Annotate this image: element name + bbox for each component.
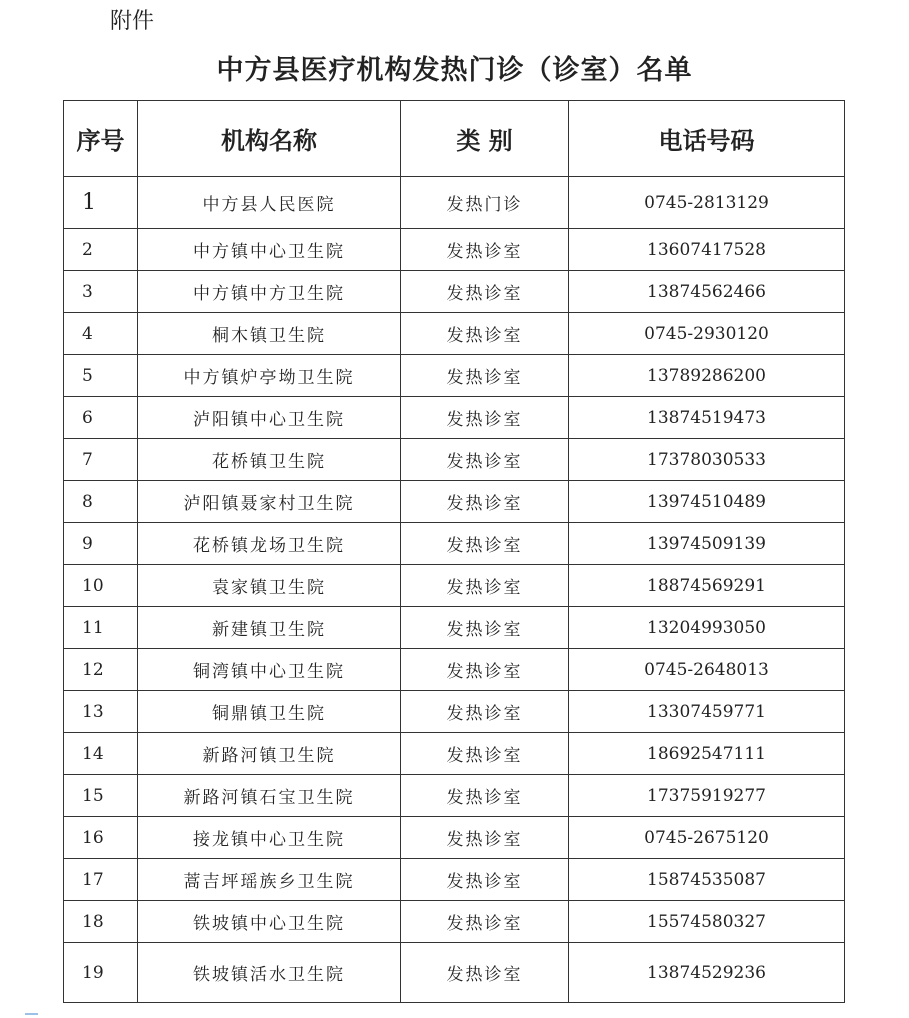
institution-name: 铜湾镇中心卫生院 bbox=[138, 649, 401, 691]
table-row bbox=[64, 607, 845, 649]
table-row bbox=[64, 859, 845, 901]
row-index: 16 bbox=[64, 817, 138, 859]
clinic-type: 发热诊室 bbox=[401, 733, 569, 775]
institution-name: 袁家镇卫生院 bbox=[138, 565, 401, 607]
phone-number: 13974510489 bbox=[569, 481, 845, 523]
institution-name: 花桥镇卫生院 bbox=[138, 439, 401, 481]
clinic-type: 发热诊室 bbox=[401, 775, 569, 817]
phone-number: 13874519473 bbox=[569, 397, 845, 439]
clinic-type: 发热诊室 bbox=[401, 481, 569, 523]
institution-name: 中方镇中方卫生院 bbox=[138, 271, 401, 313]
institution-name: 铜鼎镇卫生院 bbox=[138, 691, 401, 733]
row-index: 2 bbox=[64, 229, 138, 271]
clinic-type: 发热诊室 bbox=[401, 397, 569, 439]
table-row bbox=[64, 733, 845, 775]
phone-number: 17375919277 bbox=[569, 775, 845, 817]
table-row bbox=[64, 775, 845, 817]
institution-name: 新路河镇卫生院 bbox=[138, 733, 401, 775]
phone-number: 0745-2675120 bbox=[569, 817, 845, 859]
clinic-type: 发热诊室 bbox=[401, 943, 569, 1003]
phone-number: 13874529236 bbox=[569, 943, 845, 1003]
phone-number: 15874535087 bbox=[569, 859, 845, 901]
row-index: 5 bbox=[64, 355, 138, 397]
phone-number: 0745-2813129 bbox=[569, 177, 845, 229]
row-index: 12 bbox=[64, 649, 138, 691]
clinic-table bbox=[63, 100, 845, 1003]
table-header-row bbox=[64, 101, 845, 177]
row-index: 14 bbox=[64, 733, 138, 775]
institution-name: 铁坡镇活水卫生院 bbox=[138, 943, 401, 1003]
phone-number: 18874569291 bbox=[569, 565, 845, 607]
phone-number: 13607417528 bbox=[569, 229, 845, 271]
institution-name: 接龙镇中心卫生院 bbox=[138, 817, 401, 859]
header-category: 类 别 bbox=[401, 101, 569, 177]
table-row bbox=[64, 397, 845, 439]
clinic-type: 发热诊室 bbox=[401, 901, 569, 943]
institution-name: 桐木镇卫生院 bbox=[138, 313, 401, 355]
phone-number: 13307459771 bbox=[569, 691, 845, 733]
row-index: 19 bbox=[64, 943, 138, 1003]
institution-name: 铁坡镇中心卫生院 bbox=[138, 901, 401, 943]
attachment-label: 附件 bbox=[110, 9, 155, 34]
row-index: 3 bbox=[64, 271, 138, 313]
phone-number: 13974509139 bbox=[569, 523, 845, 565]
table-row bbox=[64, 271, 845, 313]
page-title: 中方县医疗机构发热门诊（诊室）名单 bbox=[216, 55, 693, 86]
row-index: 17 bbox=[64, 859, 138, 901]
institution-name: 泸阳镇中心卫生院 bbox=[138, 397, 401, 439]
table-row bbox=[64, 901, 845, 943]
clinic-type: 发热诊室 bbox=[401, 271, 569, 313]
table-row bbox=[64, 943, 845, 1003]
phone-number: 13204993050 bbox=[569, 607, 845, 649]
table-row bbox=[64, 355, 845, 397]
clinic-type: 发热诊室 bbox=[401, 649, 569, 691]
institution-name: 中方县人民医院 bbox=[138, 177, 401, 229]
institution-name: 花桥镇龙场卫生院 bbox=[138, 523, 401, 565]
phone-number: 13874562466 bbox=[569, 271, 845, 313]
institution-name: 蒿吉坪瑶族乡卫生院 bbox=[138, 859, 401, 901]
row-index: 8 bbox=[64, 481, 138, 523]
row-index: 10 bbox=[64, 565, 138, 607]
clinic-type: 发热诊室 bbox=[401, 523, 569, 565]
row-index: 15 bbox=[64, 775, 138, 817]
phone-number: 17378030533 bbox=[569, 439, 845, 481]
table-row bbox=[64, 691, 845, 733]
table-row bbox=[64, 649, 845, 691]
institution-name: 泸阳镇聂家村卫生院 bbox=[138, 481, 401, 523]
row-index: 9 bbox=[64, 523, 138, 565]
clinic-type: 发热诊室 bbox=[401, 607, 569, 649]
corner-mark bbox=[25, 1013, 38, 1015]
phone-number: 13789286200 bbox=[569, 355, 845, 397]
institution-name: 新建镇卫生院 bbox=[138, 607, 401, 649]
table-row bbox=[64, 439, 845, 481]
phone-number: 18692547111 bbox=[569, 733, 845, 775]
phone-number: 0745-2930120 bbox=[569, 313, 845, 355]
institution-name: 中方镇炉亭坳卫生院 bbox=[138, 355, 401, 397]
row-index: 18 bbox=[64, 901, 138, 943]
clinic-type: 发热门诊 bbox=[401, 177, 569, 229]
row-index: 4 bbox=[64, 313, 138, 355]
table-row bbox=[64, 523, 845, 565]
clinic-type: 发热诊室 bbox=[401, 313, 569, 355]
table-row bbox=[64, 565, 845, 607]
clinic-type: 发热诊室 bbox=[401, 565, 569, 607]
row-index: 13 bbox=[64, 691, 138, 733]
clinic-type: 发热诊室 bbox=[401, 817, 569, 859]
header-index: 序号 bbox=[64, 101, 138, 177]
table-row bbox=[64, 229, 845, 271]
table-row bbox=[64, 177, 845, 229]
table-row bbox=[64, 481, 845, 523]
institution-name: 新路河镇石宝卫生院 bbox=[138, 775, 401, 817]
row-index: 1 bbox=[64, 177, 138, 229]
phone-number: 15574580327 bbox=[569, 901, 845, 943]
clinic-type: 发热诊室 bbox=[401, 229, 569, 271]
row-index: 7 bbox=[64, 439, 138, 481]
header-phone: 电话号码 bbox=[569, 101, 845, 177]
table-row bbox=[64, 313, 845, 355]
header-institution-name: 机构名称 bbox=[138, 101, 401, 177]
institution-name: 中方镇中心卫生院 bbox=[138, 229, 401, 271]
table-row bbox=[64, 817, 845, 859]
row-index: 6 bbox=[64, 397, 138, 439]
clinic-type: 发热诊室 bbox=[401, 439, 569, 481]
phone-number: 0745-2648013 bbox=[569, 649, 845, 691]
clinic-type: 发热诊室 bbox=[401, 355, 569, 397]
clinic-type: 发热诊室 bbox=[401, 859, 569, 901]
row-index: 11 bbox=[64, 607, 138, 649]
clinic-type: 发热诊室 bbox=[401, 691, 569, 733]
